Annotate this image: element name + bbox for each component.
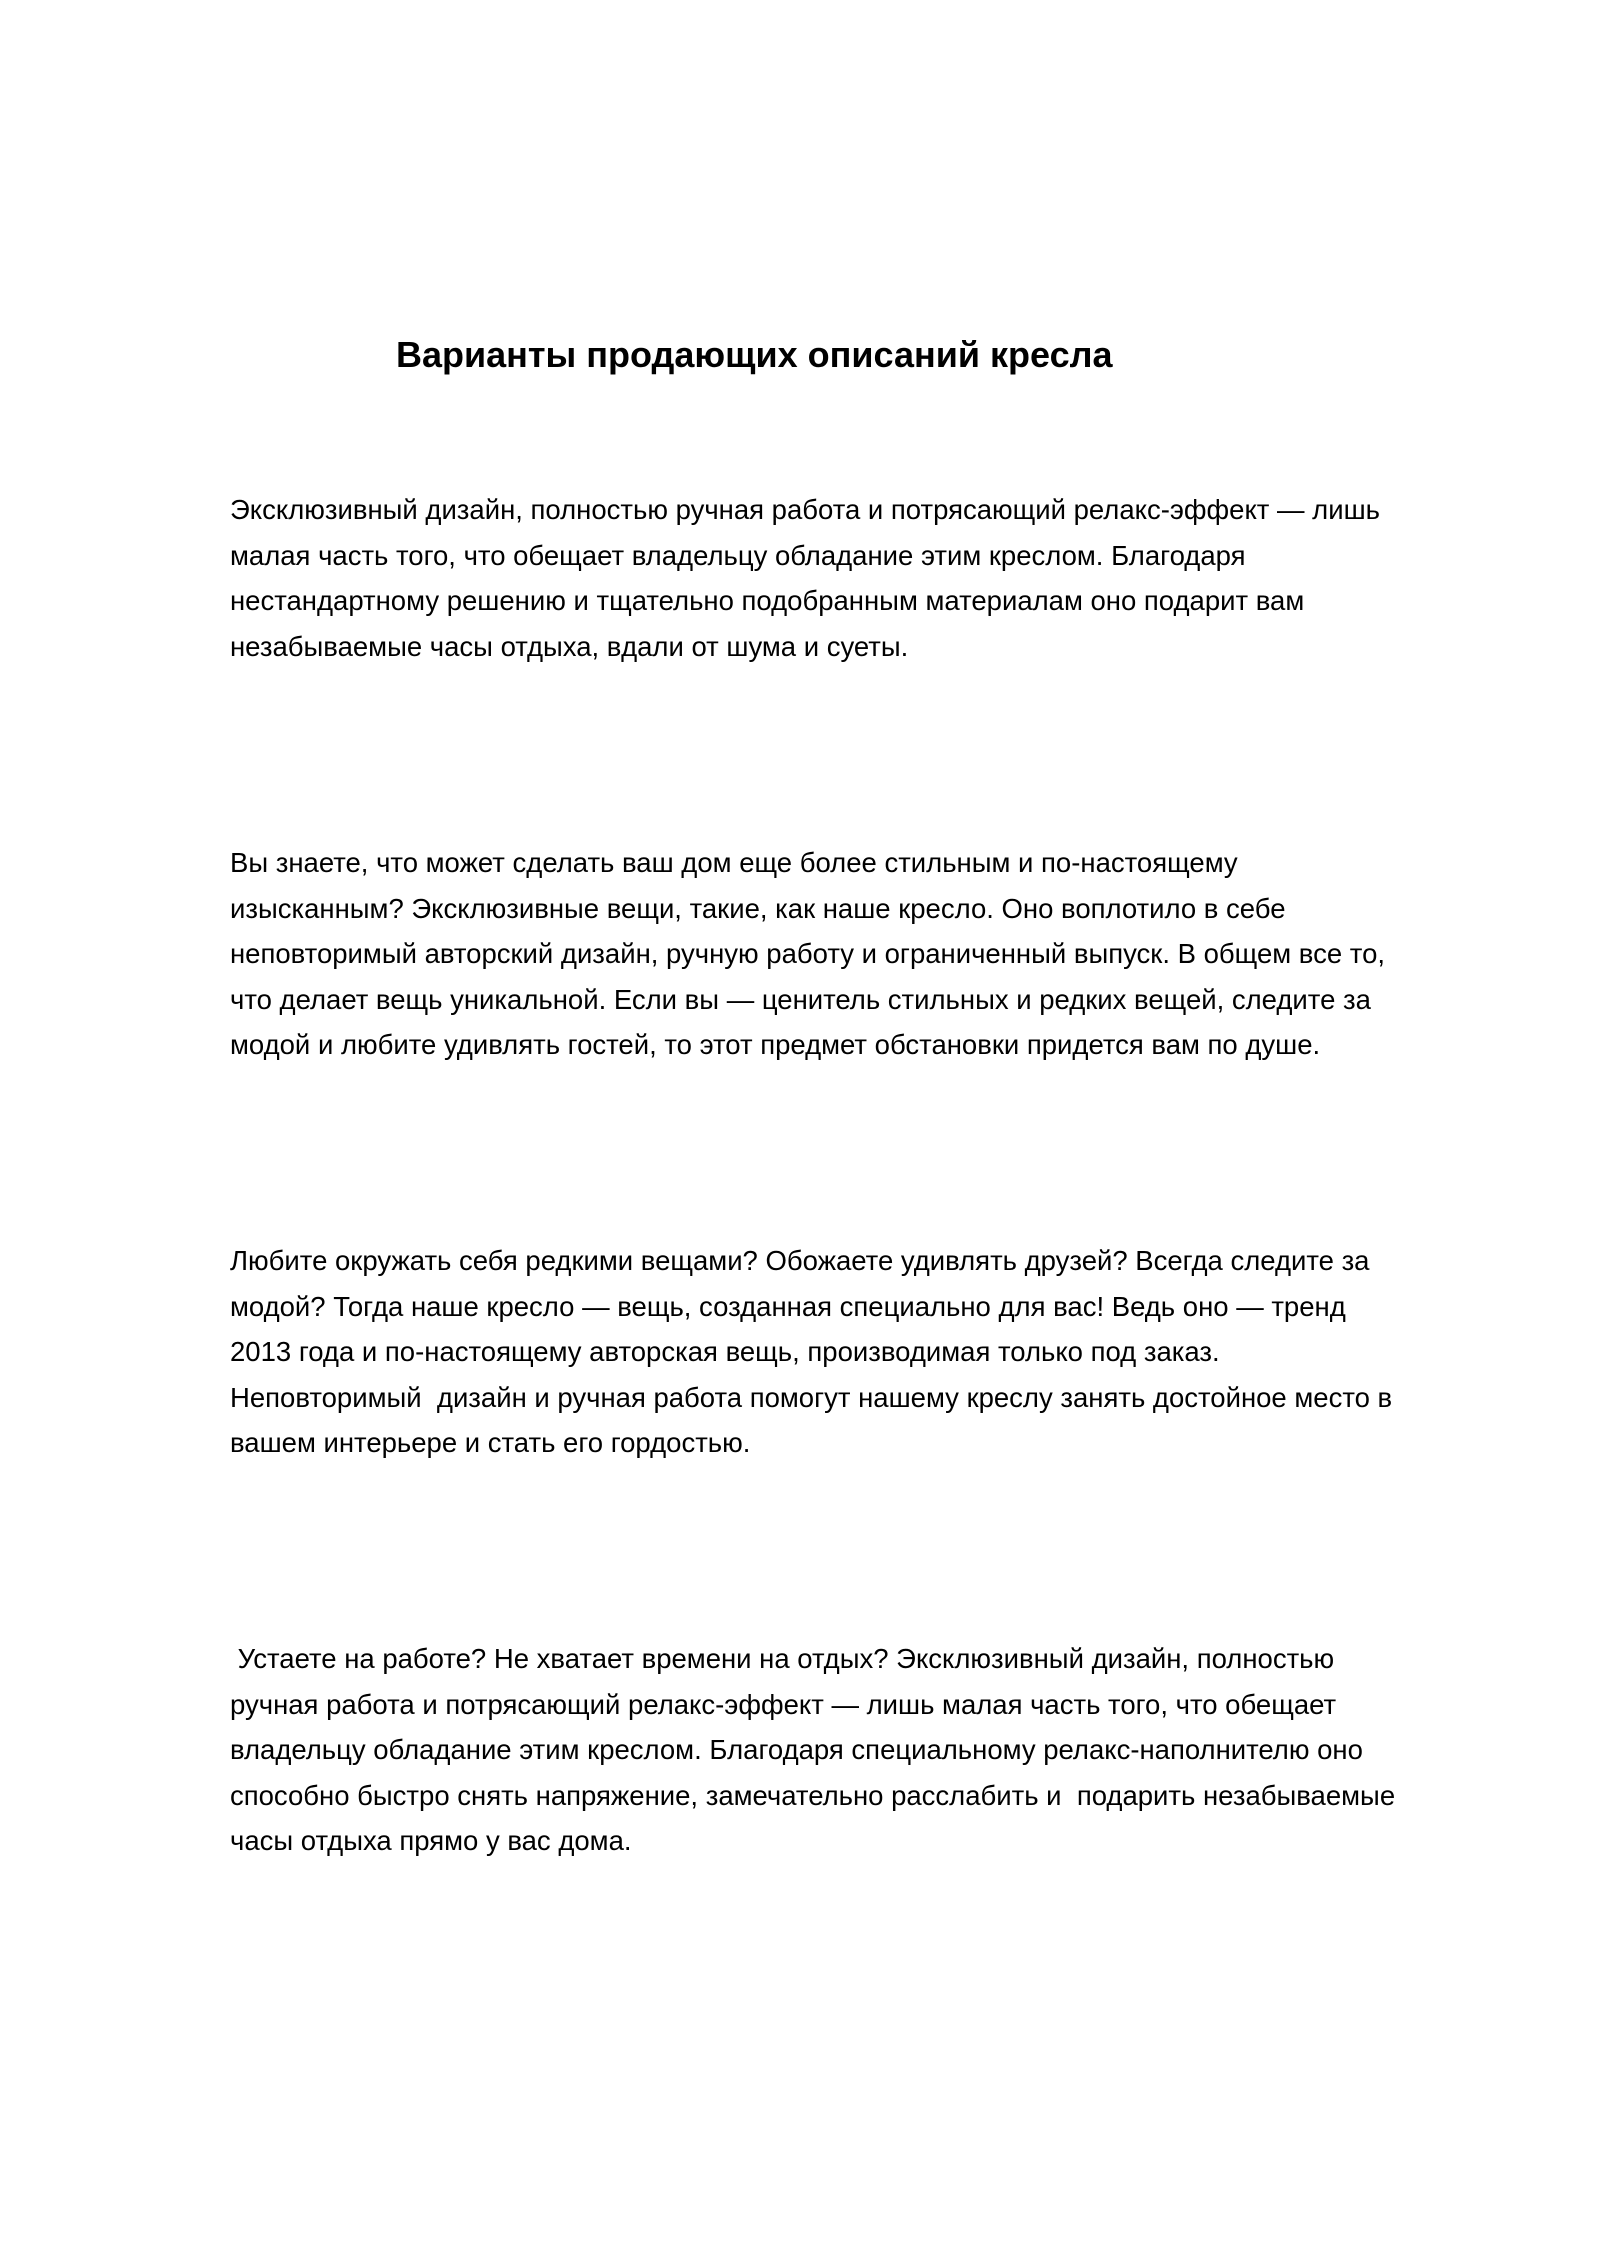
paragraph-line: модой и любите удивлять гостей, то этот предмет обстановки придется вам по душе. <box>230 1029 1321 1061</box>
description-paragraph-2 <box>230 840 1510 1068</box>
description-paragraph-3 <box>230 1238 1510 1466</box>
paragraph-line: Эксклюзивный дизайн, полностью ручная работа и потрясающий релакс-эффект — лишь <box>230 494 1380 525</box>
paragraph-line: Любите окружать себя редкими вещами? Обожаете удивлять друзей? Всегда следите за <box>230 1245 1370 1276</box>
paragraph-line: Вы знаете, что может сделать ваш дом еще более стильным и по-настоящему <box>230 847 1238 878</box>
description-paragraph-1 <box>230 487 1510 669</box>
paragraph-line: ручная работа и потрясающий релакс-эффект — лишь малая часть того, что обещает <box>230 1688 1337 1720</box>
paragraph-line: владельцу обладание этим креслом. Благодаря специальному релакс-наполнителю оно <box>230 1734 1363 1766</box>
paragraph-line: способно быстро снять напряжение, замечательно расслабить и подарить незабываемые <box>230 1779 1396 1811</box>
paragraph-line: модой? Тогда наше кресло — вещь, созданная специально для вас! Ведь оно — тренд <box>230 1290 1346 1322</box>
paragraph-line: неповторимый авторский дизайн, ручную работу и ограниченный выпуск. В общем все то, <box>230 938 1386 970</box>
description-paragraph-4 <box>230 1636 1510 1864</box>
paragraph-line: 2013 года и по-настоящему авторская вещь, производимая только под заказ. <box>230 1336 1220 1368</box>
paragraph-line: малая часть того, что обещает владельцу обладание этим креслом. Благодаря <box>230 539 1246 571</box>
document-title: Варианты продающих описаний кресла <box>396 334 1113 375</box>
paragraph-line: незабываемые часы отдыха, вдали от шума и суеты. <box>230 630 909 662</box>
paragraph-line: часы отдыха прямо у вас дома. <box>230 1825 632 1857</box>
paragraph-line: Неповторимый дизайн и ручная работа помогут нашему креслу занять достойное место в <box>230 1381 1393 1413</box>
paragraph-line: нестандартному решению и тщательно подобранным материалам оно подарит вам <box>230 585 1305 617</box>
paragraph-line: изысканным? Эксклюзивные вещи, такие, как наше кресло. Оно воплотило в себе <box>230 892 1286 924</box>
paragraph-line: вашем интерьере и стать его гордостью. <box>230 1427 751 1459</box>
paragraph-line: что делает вещь уникальной. Если вы — ценитель стильных и редких вещей, следите за <box>230 983 1371 1015</box>
paragraph-line: Устаете на работе? Не хватает времени на отдых? Эксклюзивный дизайн, полностью <box>230 1643 1335 1674</box>
